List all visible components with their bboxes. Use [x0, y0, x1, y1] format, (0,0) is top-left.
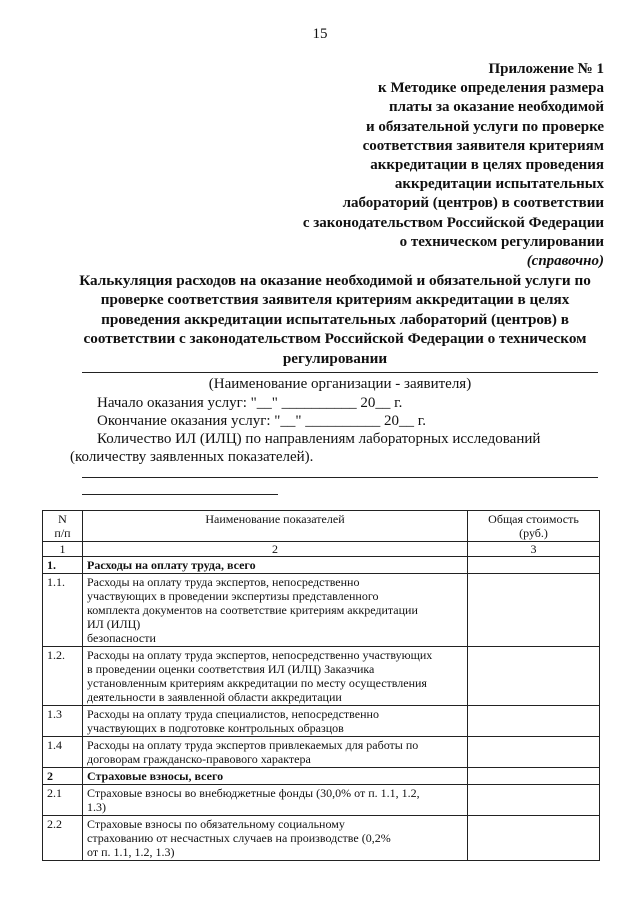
appendix-line: и обязательной услуги по проверке [365, 118, 604, 135]
row-cost [468, 768, 600, 785]
row-cost [468, 785, 600, 816]
table-header-row [43, 511, 600, 542]
table-row [43, 706, 600, 737]
service-start-line: Начало оказания услуг: "__" __________ 20__ г. [97, 395, 403, 411]
row-indicator-name: Расходы на оплату труда специалистов, непосредственно участвующих в подготовке контрольных образцов [83, 706, 468, 737]
row-cost [468, 706, 600, 737]
row-cost [468, 816, 600, 861]
appendix-line: аккредитации в целях проведения [370, 157, 604, 174]
table-row [43, 647, 600, 706]
row-indicator-name: Страховые взносы, всего [83, 768, 468, 785]
org-name-line [82, 372, 598, 373]
lab-count-line: Количество ИЛ (ИЛЦ) по направлениям лабораторных исследований [97, 431, 541, 447]
appendix-line: платы за оказание необходимой [388, 99, 604, 116]
appendix-line: к Методике определения размера [378, 80, 604, 97]
appendix-line: соответствия заявителя критериям [362, 137, 604, 154]
row-number: 1. [43, 557, 83, 574]
column-number: 1 [43, 542, 83, 557]
table-row [43, 785, 600, 816]
header-number: N п/п [43, 511, 83, 542]
reference-note: (справочно) [526, 253, 604, 270]
row-number: 1.4 [43, 737, 83, 768]
row-indicator-name: Страховые взносы по обязательному социальному страхованию от несчастных случаев на производстве (0,2% от п. 1.1, 1.2, 1.3) [83, 816, 468, 861]
column-number-row [43, 542, 600, 557]
row-indicator-name: Расходы на оплату труда экспертов, непосредственно участвующих в проведении оценки соответствия ИЛ (ИЛЦ) Заказчика установленным критериям аккредитации по месту осуществления деятельности в заявленной области аккредитации [83, 647, 468, 706]
row-indicator-name: Расходы на оплату труда экспертов, непосредственно участвующих в проведении экспертизы представленного комплекта документов на соответствие критериям аккредитации ИЛ (ИЛЦ) безопасности [83, 574, 468, 647]
lab-count-line-continued: (количеству заявленных показателей). [70, 449, 314, 465]
appendix-line: аккредитации испытательных [394, 176, 604, 193]
row-cost [468, 574, 600, 647]
appendix-header [274, 60, 604, 271]
indicators-table [42, 510, 600, 861]
blank-fill-line [82, 477, 598, 478]
appendix-line: о техническом регулировании [399, 233, 604, 250]
service-end-line: Окончание оказания услуг: "__" __________ 20__ г. [97, 413, 426, 429]
column-number: 2 [83, 542, 468, 557]
row-number: 2.1 [43, 785, 83, 816]
appendix-line: лабораторий (центров) в соответствии [342, 195, 604, 212]
row-cost [468, 737, 600, 768]
row-cost [468, 647, 600, 706]
column-number: 3 [468, 542, 600, 557]
row-number: 2.2 [43, 816, 83, 861]
row-number: 2 [43, 768, 83, 785]
blank-fill-line-short [82, 494, 278, 495]
row-indicator-name: Страховые взносы во внебюджетные фонды (30,0% от п. 1.1, 1.2, 1.3) [83, 785, 468, 816]
row-indicator-name: Расходы на оплату труда, всего [83, 557, 468, 574]
table-row [43, 737, 600, 768]
table-row [43, 816, 600, 861]
appendix-line: с законодательством Российской Федерации [302, 214, 604, 231]
row-cost [468, 557, 600, 574]
page-number: 15 [312, 26, 328, 42]
row-indicator-name: Расходы на оплату труда экспертов привлекаемых для работы по договорам гражданско-правового характера [83, 737, 468, 768]
org-name-caption: (Наименование организации - заявителя) [208, 376, 472, 392]
table-row [43, 768, 600, 785]
row-number: 1.2. [43, 647, 83, 706]
row-number: 1.1. [43, 574, 83, 647]
header-indicator-name: Наименование показателей [83, 511, 468, 542]
row-number: 1.3 [43, 706, 83, 737]
table-row [43, 574, 600, 647]
table-row [43, 557, 600, 574]
appendix-title: Приложение № 1 [488, 61, 604, 77]
calculation-title: Калькуляция расходов на оказание необходимой и обязательной услуги по проверке соответствия заявителя критериям аккредитации в целях проведения аккредитации испытательных лабораторий (центров) в соответствии с законодательством Российской Федерации о техническом регулировании [79, 272, 591, 367]
header-total-cost: Общая стоимость (руб.) [468, 511, 600, 542]
